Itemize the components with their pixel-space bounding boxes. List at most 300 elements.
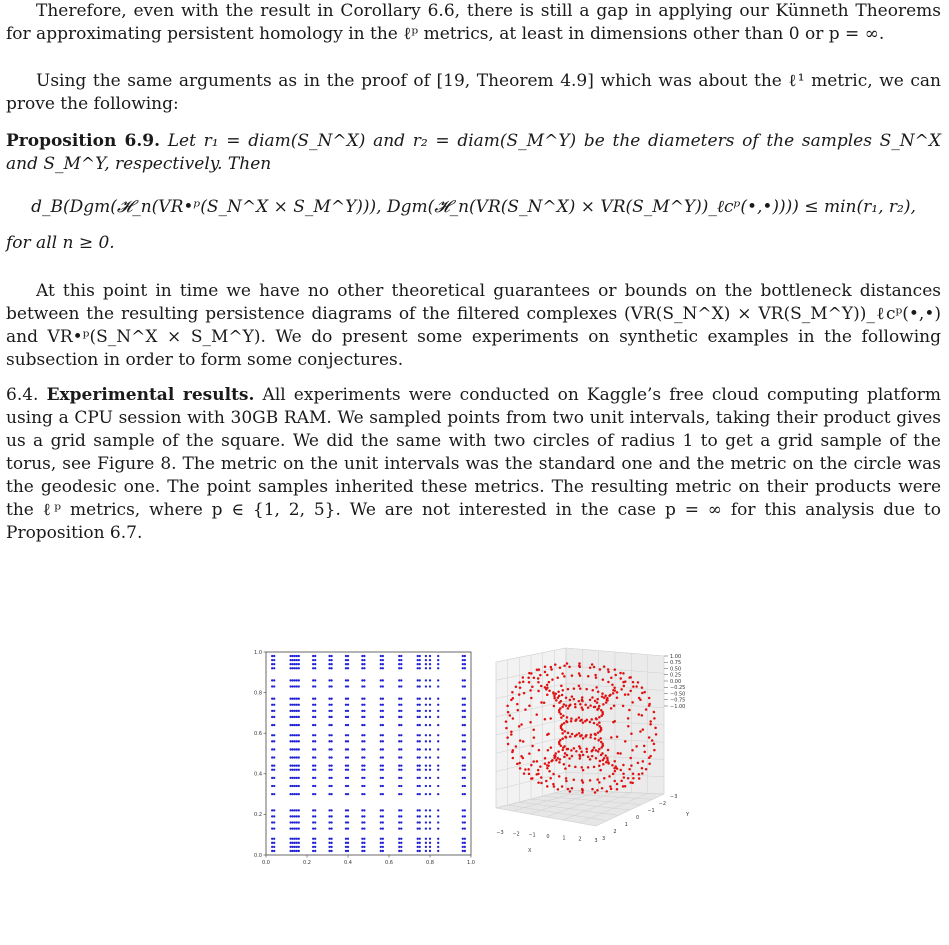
grid-point bbox=[271, 667, 273, 669]
torus-point bbox=[524, 708, 527, 711]
grid-point bbox=[429, 777, 431, 779]
torus-point bbox=[546, 694, 549, 697]
grid-point bbox=[363, 785, 365, 787]
torus-point bbox=[651, 739, 654, 742]
grid-point bbox=[314, 724, 316, 726]
torus-point bbox=[653, 717, 656, 720]
grid-point bbox=[361, 710, 363, 712]
torus-point bbox=[578, 716, 581, 719]
grid-point bbox=[312, 815, 314, 817]
grid-point bbox=[417, 821, 419, 823]
torus-point bbox=[557, 750, 560, 753]
grid-point bbox=[382, 815, 384, 817]
x-tick-label: −3 bbox=[496, 830, 504, 836]
torus-point bbox=[568, 666, 571, 669]
grid-point bbox=[312, 785, 314, 787]
grid-point bbox=[328, 815, 330, 817]
grid-point bbox=[330, 838, 332, 840]
grid-point bbox=[400, 716, 402, 718]
torus-point bbox=[620, 677, 623, 680]
grid-point bbox=[462, 685, 464, 687]
x-tick-label: 2 bbox=[578, 836, 582, 843]
grid-point bbox=[294, 815, 296, 817]
grid-point bbox=[292, 846, 294, 848]
torus-point bbox=[614, 760, 617, 763]
proposition-6-9 bbox=[6, 130, 941, 176]
grid-point bbox=[289, 748, 291, 750]
grid-point bbox=[298, 685, 300, 687]
grid-point bbox=[273, 740, 275, 742]
grid-point bbox=[382, 679, 384, 681]
grid-point bbox=[347, 765, 349, 767]
grid-point bbox=[330, 679, 332, 681]
figure-torus-sample bbox=[486, 640, 706, 860]
grid-point bbox=[462, 655, 464, 657]
torus-point bbox=[537, 773, 540, 776]
grid-point bbox=[361, 809, 363, 811]
grid-point bbox=[400, 777, 402, 779]
grid-point bbox=[400, 685, 402, 687]
grid-point bbox=[345, 769, 347, 771]
torus-point bbox=[624, 693, 627, 696]
grid-point bbox=[400, 821, 402, 823]
y-tick-label: −3 bbox=[670, 794, 678, 800]
grid-point bbox=[464, 756, 466, 758]
torus-point bbox=[620, 780, 623, 783]
grid-point bbox=[314, 704, 316, 706]
torus-point bbox=[548, 770, 551, 773]
grid-point bbox=[398, 734, 400, 736]
grid-point bbox=[464, 667, 466, 669]
torus-point bbox=[610, 736, 613, 739]
grid-point bbox=[382, 777, 384, 779]
grid-point bbox=[382, 667, 384, 669]
grid-point bbox=[462, 740, 464, 742]
grid-point bbox=[462, 765, 464, 767]
grid-point bbox=[330, 748, 332, 750]
grid-point bbox=[289, 655, 291, 657]
proposition-tail: for all n ≥ 0. bbox=[6, 233, 115, 253]
torus-point bbox=[622, 705, 625, 708]
grid-point bbox=[419, 667, 421, 669]
torus-point bbox=[546, 687, 549, 690]
grid-point bbox=[382, 748, 384, 750]
grid-point bbox=[314, 842, 316, 844]
grid-point bbox=[363, 679, 365, 681]
grid-point bbox=[271, 765, 273, 767]
grid-point bbox=[294, 838, 296, 840]
grid-point bbox=[382, 724, 384, 726]
grid-point bbox=[361, 698, 363, 700]
grid-point bbox=[425, 734, 427, 736]
torus-point bbox=[649, 755, 652, 758]
grid-point bbox=[437, 765, 439, 767]
torus-point bbox=[544, 686, 547, 689]
torus-point bbox=[582, 769, 585, 772]
torus-point bbox=[635, 745, 638, 748]
grid-point bbox=[380, 748, 382, 750]
grid-point bbox=[464, 793, 466, 795]
torus-point bbox=[585, 748, 588, 751]
torus-point bbox=[545, 780, 548, 783]
grid-point bbox=[298, 815, 300, 817]
grid-point bbox=[289, 756, 291, 758]
grid-point bbox=[330, 740, 332, 742]
grid-point bbox=[429, 765, 431, 767]
grid-point bbox=[425, 716, 427, 718]
grid-point bbox=[425, 724, 427, 726]
grid-point bbox=[380, 734, 382, 736]
torus-point bbox=[565, 736, 568, 739]
torus-point bbox=[579, 666, 582, 669]
grid-point bbox=[347, 724, 349, 726]
torus-point bbox=[556, 757, 559, 760]
grid-point bbox=[292, 740, 294, 742]
grid-point bbox=[314, 659, 316, 661]
grid-point bbox=[312, 827, 314, 829]
grid-point bbox=[298, 748, 300, 750]
grid-point bbox=[314, 838, 316, 840]
grid-point bbox=[312, 821, 314, 823]
torus-point bbox=[544, 762, 547, 765]
grid-point bbox=[314, 748, 316, 750]
grid-point bbox=[363, 777, 365, 779]
grid-point bbox=[314, 679, 316, 681]
grid-point bbox=[296, 704, 298, 706]
grid-point bbox=[296, 663, 298, 665]
torus-point bbox=[578, 754, 581, 757]
grid-point bbox=[398, 679, 400, 681]
x-tick-label: 0 bbox=[546, 834, 550, 840]
grid-point bbox=[312, 809, 314, 811]
grid-point bbox=[271, 809, 273, 811]
grid-point bbox=[437, 659, 439, 661]
grid-point bbox=[312, 748, 314, 750]
grid-point bbox=[425, 793, 427, 795]
grid-point bbox=[312, 734, 314, 736]
grid-point bbox=[289, 846, 291, 848]
grid-point bbox=[419, 724, 421, 726]
torus-point bbox=[579, 720, 582, 723]
grid-point bbox=[314, 821, 316, 823]
grid-point bbox=[417, 777, 419, 779]
torus-point bbox=[620, 769, 623, 772]
torus-point bbox=[516, 763, 519, 766]
grid-point bbox=[330, 685, 332, 687]
grid-point bbox=[296, 842, 298, 844]
section-experimental-results bbox=[6, 384, 941, 545]
torus-point bbox=[654, 727, 657, 730]
grid-point bbox=[417, 756, 419, 758]
grid-point bbox=[363, 655, 365, 657]
grid-point bbox=[419, 740, 421, 742]
grid-point bbox=[328, 850, 330, 852]
grid-point bbox=[417, 740, 419, 742]
grid-point bbox=[425, 756, 427, 758]
grid-point bbox=[361, 756, 363, 758]
torus-point bbox=[553, 785, 556, 788]
grid-point bbox=[296, 667, 298, 669]
grid-point bbox=[437, 777, 439, 779]
grid-point bbox=[419, 685, 421, 687]
grid-point bbox=[292, 827, 294, 829]
grid-point bbox=[382, 756, 384, 758]
grid-point bbox=[437, 704, 439, 706]
grid-point bbox=[380, 724, 382, 726]
torus-point bbox=[516, 703, 519, 706]
grid-point bbox=[437, 793, 439, 795]
torus-point bbox=[599, 668, 602, 671]
grid-point bbox=[298, 740, 300, 742]
grid-point bbox=[273, 850, 275, 852]
torus-point bbox=[558, 761, 561, 764]
grid-point bbox=[380, 827, 382, 829]
grid-point bbox=[328, 667, 330, 669]
grid-point bbox=[292, 842, 294, 844]
torus-point bbox=[563, 763, 566, 766]
grid-point bbox=[296, 710, 298, 712]
torus-point bbox=[537, 681, 540, 684]
grid-point bbox=[314, 734, 316, 736]
torus-point bbox=[553, 695, 556, 698]
grid-point bbox=[380, 842, 382, 844]
grid-point bbox=[437, 756, 439, 758]
torus-point bbox=[552, 692, 555, 695]
grid-point bbox=[417, 734, 419, 736]
grid-point bbox=[382, 716, 384, 718]
grid-point bbox=[363, 842, 365, 844]
grid-point bbox=[382, 827, 384, 829]
torus-point bbox=[540, 701, 543, 704]
grid-point bbox=[380, 850, 382, 852]
torus-point bbox=[653, 749, 656, 752]
torus-point bbox=[544, 665, 547, 668]
torus-point bbox=[589, 704, 592, 707]
grid-point bbox=[400, 679, 402, 681]
torus-point bbox=[540, 776, 543, 779]
y-tick-label: 0.2 bbox=[254, 812, 262, 819]
torus-point bbox=[598, 721, 601, 724]
grid-point bbox=[294, 793, 296, 795]
grid-point bbox=[289, 740, 291, 742]
grid-point bbox=[273, 777, 275, 779]
grid-point bbox=[312, 756, 314, 758]
grid-point bbox=[271, 724, 273, 726]
grid-point bbox=[382, 785, 384, 787]
torus-point bbox=[531, 777, 534, 780]
grid-point bbox=[464, 724, 466, 726]
grid-point bbox=[363, 756, 365, 758]
grid-point bbox=[289, 821, 291, 823]
grid-point bbox=[437, 734, 439, 736]
grid-point bbox=[298, 679, 300, 681]
grid-point bbox=[289, 850, 291, 852]
grid-point bbox=[298, 821, 300, 823]
grid-point bbox=[314, 850, 316, 852]
grid-point bbox=[347, 704, 349, 706]
torus-point bbox=[554, 663, 557, 666]
torus-point bbox=[607, 668, 610, 671]
torus-point bbox=[582, 721, 585, 724]
grid-point bbox=[419, 777, 421, 779]
grid-point bbox=[398, 748, 400, 750]
torus-point bbox=[565, 777, 568, 780]
z-tick-label: 0.25 bbox=[670, 672, 682, 679]
grid-point bbox=[273, 821, 275, 823]
torus-point bbox=[532, 760, 535, 763]
grid-point bbox=[419, 827, 421, 829]
grid-point bbox=[417, 765, 419, 767]
torus-point bbox=[540, 782, 543, 785]
grid-point bbox=[292, 704, 294, 706]
torus-point bbox=[597, 732, 600, 735]
torus-point bbox=[613, 704, 616, 707]
torus-point bbox=[574, 766, 577, 769]
torus-point bbox=[589, 779, 592, 782]
torus-point bbox=[562, 715, 565, 718]
grid-point bbox=[328, 827, 330, 829]
grid-point bbox=[347, 769, 349, 771]
grid-point bbox=[328, 710, 330, 712]
grid-point bbox=[296, 793, 298, 795]
grid-point bbox=[273, 765, 275, 767]
grid-point bbox=[271, 777, 273, 779]
torus-point bbox=[653, 711, 656, 714]
torus-point bbox=[653, 743, 656, 746]
grid-point bbox=[298, 716, 300, 718]
torus-point bbox=[598, 748, 601, 751]
torus-point bbox=[616, 696, 619, 699]
grid-point bbox=[292, 765, 294, 767]
grid-point bbox=[298, 710, 300, 712]
grid-point bbox=[437, 679, 439, 681]
torus-point bbox=[641, 714, 644, 717]
grid-point bbox=[419, 698, 421, 700]
grid-point bbox=[273, 748, 275, 750]
torus-x-ticks bbox=[496, 830, 597, 844]
square-y-ticks bbox=[254, 650, 266, 859]
torus-point bbox=[601, 692, 604, 695]
torus-point bbox=[594, 674, 597, 677]
torus-point bbox=[552, 773, 555, 776]
grid-point bbox=[429, 793, 431, 795]
torus-point bbox=[518, 681, 521, 684]
grid-point bbox=[417, 659, 419, 661]
grid-point bbox=[273, 655, 275, 657]
grid-point bbox=[314, 756, 316, 758]
grid-point bbox=[314, 710, 316, 712]
torus-point bbox=[596, 698, 599, 701]
torus-point bbox=[569, 704, 572, 707]
grid-point bbox=[363, 765, 365, 767]
grid-point bbox=[345, 846, 347, 848]
grid-point bbox=[419, 756, 421, 758]
grid-point bbox=[382, 704, 384, 706]
torus-point bbox=[571, 755, 574, 758]
grid-point bbox=[380, 793, 382, 795]
grid-point bbox=[271, 698, 273, 700]
grid-point bbox=[292, 838, 294, 840]
grid-point bbox=[380, 838, 382, 840]
torus-point bbox=[591, 749, 594, 752]
torus-point bbox=[544, 757, 547, 760]
torus-point bbox=[550, 746, 553, 749]
torus-point bbox=[538, 749, 541, 752]
grid-point bbox=[464, 850, 466, 852]
grid-point bbox=[361, 793, 363, 795]
grid-point bbox=[398, 704, 400, 706]
grid-point bbox=[382, 850, 384, 852]
torus-point bbox=[642, 728, 645, 731]
grid-point bbox=[361, 679, 363, 681]
grid-point bbox=[363, 838, 365, 840]
torus-point bbox=[574, 735, 577, 738]
torus-point bbox=[595, 718, 598, 721]
grid-point bbox=[363, 815, 365, 817]
torus-point bbox=[602, 703, 605, 706]
grid-point bbox=[298, 667, 300, 669]
grid-point bbox=[347, 698, 349, 700]
torus-point bbox=[555, 699, 558, 702]
grid-point bbox=[312, 679, 314, 681]
torus-point bbox=[528, 773, 531, 776]
torus-point bbox=[565, 697, 568, 700]
grid-point bbox=[462, 785, 464, 787]
torus-point bbox=[607, 671, 610, 674]
grid-point bbox=[271, 827, 273, 829]
grid-point bbox=[312, 838, 314, 840]
grid-point bbox=[345, 815, 347, 817]
torus-point bbox=[518, 762, 521, 765]
grid-point bbox=[347, 838, 349, 840]
z-tick-label: 0.75 bbox=[670, 660, 682, 667]
torus-point bbox=[536, 713, 539, 716]
grid-point bbox=[296, 685, 298, 687]
grid-point bbox=[314, 769, 316, 771]
section-title: Experimental results. bbox=[46, 385, 255, 405]
grid-point bbox=[437, 821, 439, 823]
grid-point bbox=[328, 842, 330, 844]
torus-point bbox=[567, 707, 570, 710]
grid-point bbox=[292, 667, 294, 669]
torus-point bbox=[581, 706, 584, 709]
torus-point bbox=[574, 703, 577, 706]
torus-point bbox=[530, 764, 533, 767]
grid-point bbox=[292, 698, 294, 700]
grid-point bbox=[382, 655, 384, 657]
torus-point bbox=[596, 778, 599, 781]
grid-point bbox=[328, 756, 330, 758]
torus-point bbox=[560, 700, 563, 703]
torus-point bbox=[546, 684, 549, 687]
grid-point bbox=[419, 821, 421, 823]
grid-point bbox=[271, 716, 273, 718]
torus-point bbox=[599, 760, 602, 763]
grid-point bbox=[464, 679, 466, 681]
grid-point bbox=[345, 698, 347, 700]
grid-point bbox=[361, 842, 363, 844]
torus-point bbox=[593, 766, 596, 769]
grid-point bbox=[292, 756, 294, 758]
grid-point bbox=[464, 815, 466, 817]
grid-point bbox=[330, 655, 332, 657]
grid-point bbox=[347, 846, 349, 848]
torus-point bbox=[629, 676, 632, 679]
torus-point bbox=[533, 736, 536, 739]
grid-point bbox=[400, 769, 402, 771]
torus-point bbox=[631, 749, 634, 752]
grid-point bbox=[382, 765, 384, 767]
